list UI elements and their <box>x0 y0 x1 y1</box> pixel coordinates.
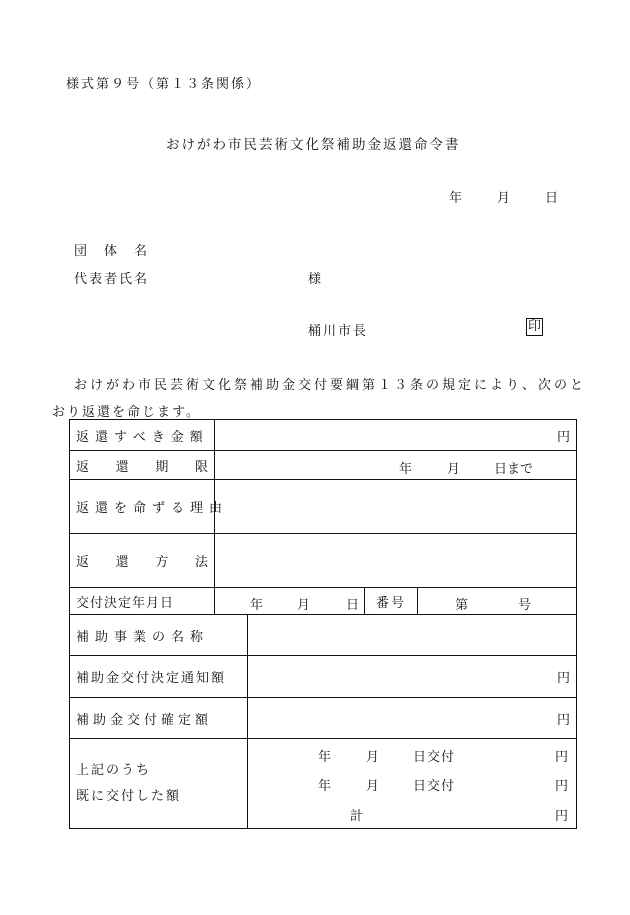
deadline-year: 年 <box>399 462 413 477</box>
already-yen-1: 円 <box>555 750 569 765</box>
project-name-field[interactable] <box>248 615 577 656</box>
confirmed-amount-field[interactable] <box>248 698 577 739</box>
date-month: 月 <box>497 191 511 206</box>
number-field[interactable] <box>418 588 577 615</box>
already-month-1: 月 <box>366 750 380 765</box>
number-label: 番号 <box>365 588 418 615</box>
table-row-deadline <box>70 451 577 480</box>
seal-mark: 印 <box>528 319 542 334</box>
notified-amount-label: 補助金交付決定通知額 <box>70 656 248 698</box>
yen-unit: 円 <box>557 429 571 445</box>
refund-order-table <box>69 419 577 829</box>
issuer-name: 桶川市長 <box>308 324 369 339</box>
notified-amount-field[interactable] <box>248 656 577 698</box>
org-label-char-3: 名 <box>134 244 148 259</box>
table-row-reason <box>70 480 577 534</box>
date-year: 年 <box>449 191 463 206</box>
decision-month: 月 <box>297 598 311 613</box>
yen-unit: 円 <box>557 671 571 686</box>
yen-unit: 円 <box>557 712 571 728</box>
honorific: 様 <box>308 272 322 287</box>
project-name-label: 補助事業の名称 <box>70 615 248 656</box>
already-year-1: 年 <box>318 750 332 765</box>
already-month-2: 月 <box>366 779 380 794</box>
table-row-already-granted <box>70 739 577 829</box>
table-row-confirmed <box>70 698 577 739</box>
amount-label: 返還すべき金額 <box>70 420 215 451</box>
confirmed-amount-label: 補助金交付確定額 <box>70 698 248 739</box>
form-number: 様式第９号（第１３条関係） <box>66 77 262 92</box>
decision-day: 日 <box>346 598 360 613</box>
method-field[interactable] <box>215 534 577 588</box>
table-row-decision-date <box>70 588 577 615</box>
deadline-label-char-2: 還 <box>115 459 129 475</box>
reason-field[interactable] <box>215 480 577 534</box>
method-label-char-3: 方 <box>155 555 169 570</box>
date-day: 日 <box>545 191 559 206</box>
org-label-char-2: 体 <box>104 244 118 259</box>
method-label-char-2: 還 <box>115 555 129 570</box>
already-total-label: 計 <box>350 809 364 824</box>
representative-label: 代表者氏名 <box>74 272 150 287</box>
already-year-2: 年 <box>318 779 332 794</box>
deadline-day: 日まで <box>494 462 534 477</box>
method-label-char-1: 返 <box>76 555 90 570</box>
deadline-label-char-4: 限 <box>194 459 208 475</box>
page-title: おけがわ市民芸術文化祭補助金返還命令書 <box>166 137 461 153</box>
method-label <box>70 534 215 588</box>
table-row-notified <box>70 656 577 698</box>
table-row-method <box>70 534 577 588</box>
number-prefix: 第 <box>455 598 469 613</box>
deadline-label <box>70 451 215 480</box>
already-day-grant-2: 日交付 <box>413 779 456 794</box>
body-text-line-1: おけがわ市民芸術文化祭補助金交付要綱第１３条の規定により、次のと <box>74 378 587 393</box>
already-total-yen: 円 <box>555 809 569 824</box>
decision-date-label: 交付決定年月日 <box>70 588 215 615</box>
already-granted-label-line-1: 上記のうち <box>76 762 152 778</box>
reason-label: 返還を命ずる理由 <box>70 480 215 534</box>
body-text-line-2: おり返還を命じます。 <box>52 405 201 420</box>
method-label-char-4: 法 <box>194 555 208 570</box>
already-granted-label <box>70 739 248 829</box>
already-day-grant-1: 日交付 <box>413 750 456 765</box>
deadline-month: 月 <box>447 462 461 477</box>
table-row-project <box>70 615 577 656</box>
number-suffix: 号 <box>518 598 532 613</box>
decision-year: 年 <box>250 598 264 613</box>
already-yen-2: 円 <box>555 779 569 794</box>
decision-date-field[interactable] <box>215 588 365 615</box>
org-label-char-1: 団 <box>74 244 88 259</box>
amount-field[interactable] <box>215 420 577 451</box>
deadline-label-char-3: 期 <box>155 459 169 475</box>
table-row-amount <box>70 420 577 451</box>
deadline-field[interactable] <box>215 451 577 480</box>
already-granted-label-line-2: 既に交付した額 <box>76 788 182 804</box>
already-granted-field[interactable] <box>248 739 577 829</box>
deadline-label-char-1: 返 <box>76 459 90 475</box>
